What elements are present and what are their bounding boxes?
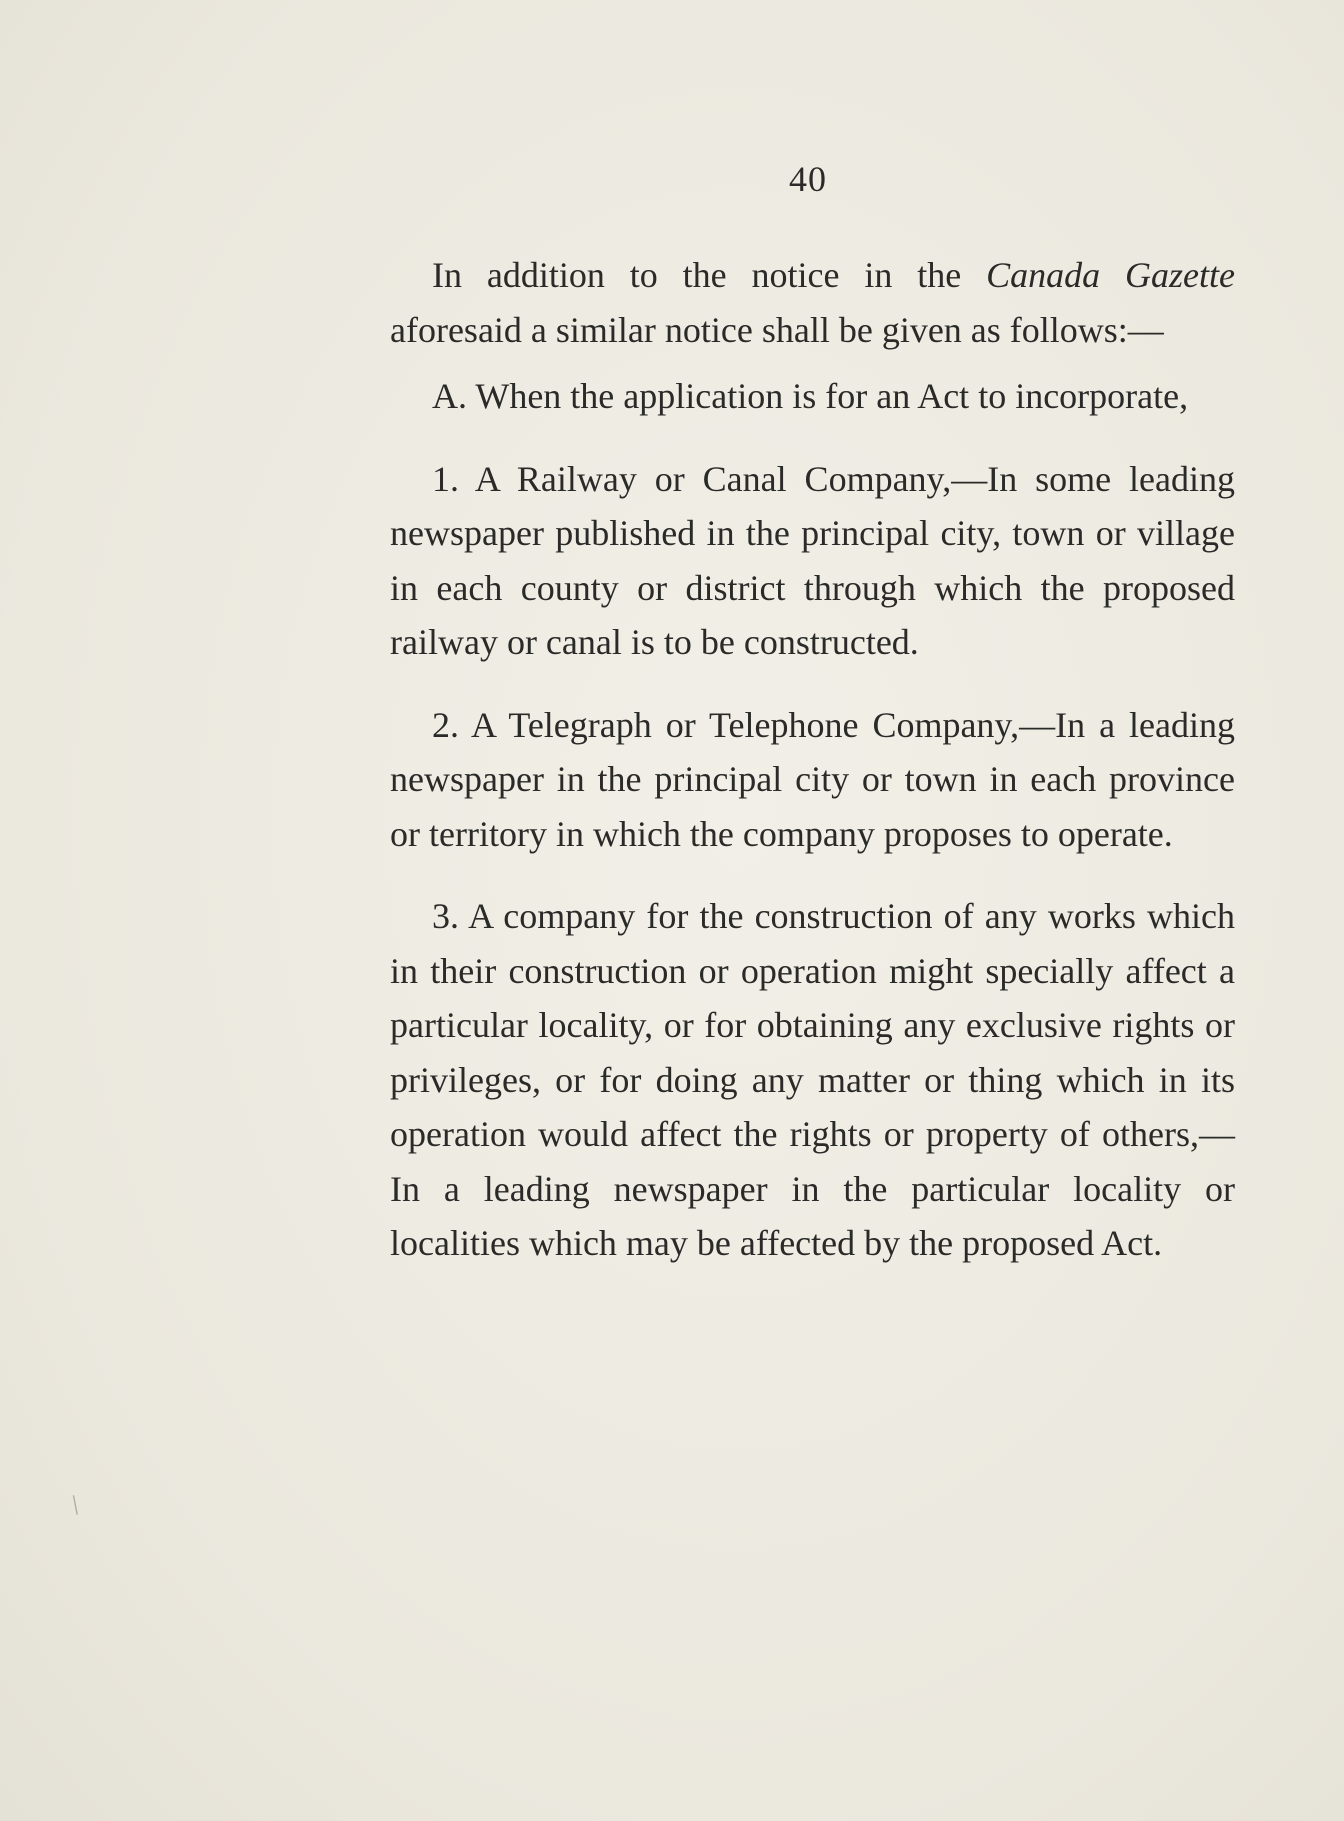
body-text: [390, 248, 1235, 1271]
pencil-mark: /: [64, 1490, 87, 1521]
intro-paragraph: [390, 248, 1235, 357]
item-2-telegraph-telephone: 2. A Telegraph or Telephone Company,—In a leading newspaper in the principal city or town in each province or territory in which the company proposes to operate.: [390, 704, 1235, 854]
show-through-margin-note-2: [180, 790, 340, 812]
item-1-railway-canal: 1. A Railway or Canal Company,—In some leading newspaper published in the principal city, town or village in each county or district through which the proposed railway or canal is to be constructed.: [390, 458, 1235, 662]
show-through-margin-note-1: [170, 360, 330, 382]
page-number: 40: [789, 159, 827, 199]
intro-text-before: In addition to the notice in the: [432, 255, 987, 295]
item-3-construction-company: 3. A company for the construction of any works which in their construction or operation might specially affect a particular locality, or for obtaining any exclusive rights or privileges, or for doing any matter or thing which in its operation would affect the rights or property of others,—In a leading newspaper in the particular locality or localities which may be affected by the proposed Act.: [390, 896, 1235, 1263]
gazette-title: Canada Gazette: [986, 255, 1235, 295]
intro-text-after: aforesaid a similar notice shall be given as follows:—: [390, 309, 1164, 350]
section-a-heading: A. When the application is for an Act to incorporate,: [432, 376, 1189, 416]
